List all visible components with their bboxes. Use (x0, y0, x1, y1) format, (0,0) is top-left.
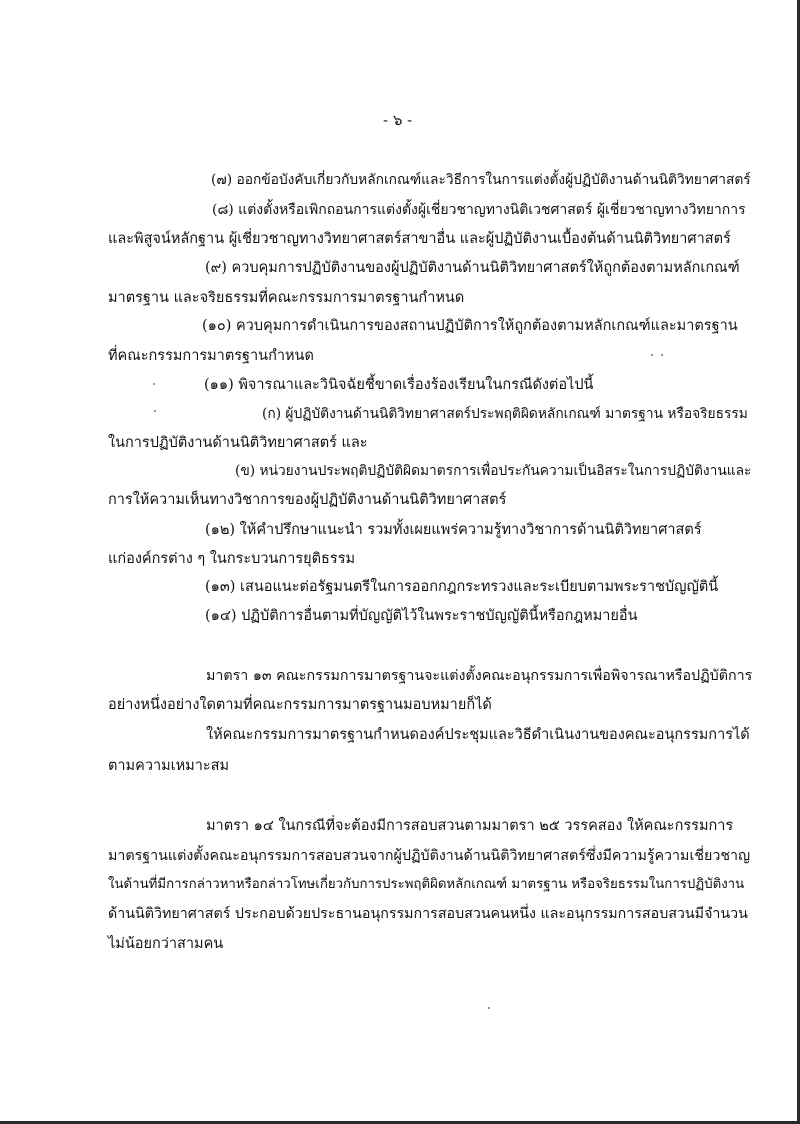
text-line: อย่างหนึ่งอย่างใดตามที่คณะกรรมการมาตรฐานมอบหมายก็ได้ (108, 697, 492, 713)
text-line: การให้ความเห็นทางวิชาการของผู้ปฏิบัติงานด้านนิติวิทยาศาสตร์ (108, 492, 507, 508)
text-line: มาตรา ๑๔ ในกรณีที่จะต้องมีการสอบสวนตามมาตรา ๒๕ วรรคสอง ให้คณะกรรมการ (206, 818, 734, 834)
page-number: - ๖ - (383, 111, 413, 129)
text-line: (๗) ออกข้อบังคับเกี่ยวกับหลักเกณฑ์และวิธีการในการแต่งตั้งผู้ปฏิบัติงานด้านนิติวิทยาศาสตร์ (211, 172, 751, 188)
scan-speck (661, 354, 663, 356)
text-line: ด้านนิติวิทยาศาสตร์ ประกอบด้วยประธานอนุกรรมการสอบสวนคนหนึ่ง และอนุกรรมการสอบสวนมีจำนวน (108, 906, 748, 922)
text-line: (๑๓) เสนอแนะต่อรัฐมนตรีในการออกกฎกระทรวงและระเบียบตามพระราชบัญญัตินี้ (205, 579, 719, 595)
scan-speck (488, 1007, 490, 1009)
text-line: ในด้านที่มีการกล่าวหาหรือกล่าวโทษเกี่ยวกับการประพฤติผิดหลักเกณฑ์ มาตรฐาน หรือจริยธรรมในการปฏิบัติงาน (108, 877, 745, 892)
text-line: ตามความเหมาะสม (108, 758, 230, 774)
text-line: ให้คณะกรรมการมาตรฐานกำหนดองค์ประชุมและวิธีดำเนินงานของคณะอนุกรรมการได้ (206, 727, 750, 743)
scan-speck (154, 410, 156, 412)
text-line: (๑๔) ปฏิบัติการอื่นตามที่บัญญัติไว้ในพระราชบัญญัตินี้หรือกฎหมายอื่น (205, 608, 638, 624)
text-line: มาตรฐาน และจริยธรรมที่คณะกรรมการมาตรฐานกำหนด (108, 290, 465, 306)
text-line: (ก) ผู้ปฏิบัติงานด้านนิติวิทยาศาสตร์ประพฤติผิดหลักเกณฑ์ มาตรฐาน หรือจริยธรรม (262, 406, 748, 422)
text-line: และพิสูจน์หลักฐาน ผู้เชี่ยวชาญทางวิทยาศาสตร์สาขาอื่น และผู้ปฏิบัติงานเบื้องต้นด้านนิติวิทยาศาสตร์ (108, 231, 731, 247)
text-line: (ข) หน่วยงานประพฤติปฏิบัติผิดมาตรการเพื่อประกันความเป็นอิสระในการปฏิบัติงานและ (235, 463, 752, 479)
scan-speck (651, 354, 653, 356)
text-line: มาตรฐานแต่งตั้งคณะอนุกรรมการสอบสวนจากผู้ปฏิบัติงานด้านนิติวิทยาศาสตร์ซึ่งมีความรู้ความเชี่ยวชาญ (108, 848, 751, 864)
text-line: (๑๐) ควบคุมการดำเนินการของสถานปฏิบัติการให้ถูกต้องตามหลักเกณฑ์และมาตรฐาน (202, 318, 738, 334)
scan-speck (153, 383, 155, 385)
text-line: ที่คณะกรรมการมาตรฐานกำหนด (108, 348, 314, 364)
text-line: มาตรา ๑๓ คณะกรรมการมาตรฐานจะแต่งตั้งคณะอนุกรรมการเพื่อพิจารณาหรือปฏิบัติการ (206, 668, 753, 684)
text-line: (๘) แต่งตั้งหรือเพิกถอนการแต่งตั้งผู้เชี่ยวชาญทางนิติเวชศาสตร์ ผู้เชี่ยวชาญทางวิทยาการ (212, 202, 746, 218)
text-line: (๑๒) ให้คำปรึกษาแนะนำ รวมทั้งเผยแพร่ความรู้ทางวิชาการด้านนิติวิทยาศาสตร์ (205, 522, 702, 538)
text-line: (๙) ควบคุมการปฏิบัติงานของผู้ปฏิบัติงานด้านนิติวิทยาศาสตร์ให้ถูกต้องตามหลักเกณฑ์ (205, 260, 740, 276)
text-line: ในการปฏิบัติงานด้านนิติวิทยาศาสตร์ และ (108, 435, 368, 451)
text-line: แก่องค์กรต่าง ๆ ในกระบวนการยุติธรรม (108, 551, 356, 567)
text-line: (๑๑) พิจารณาและวินิจฉัยชี้ขาดเรื่องร้องเรียนในกรณีดังต่อไปนี้ (204, 377, 594, 393)
text-line: ไม่น้อยกว่าสามคน (108, 936, 224, 952)
